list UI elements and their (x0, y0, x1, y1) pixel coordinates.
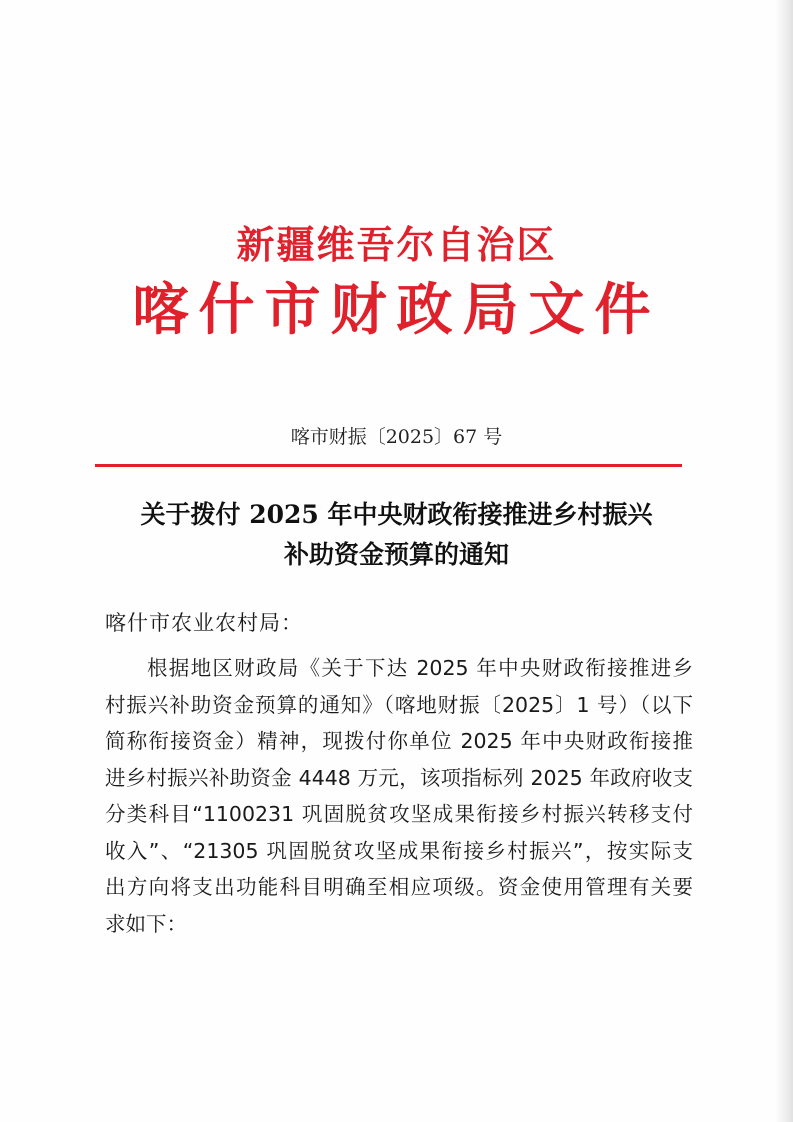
body-line: 出方向将支出功能科目明确至相应项级。资金使用管理有关要 (105, 875, 693, 899)
body-line: 村振兴补助资金预算的通知》（喀地财振〔2025〕1 号）（以下 (105, 692, 693, 717)
addressee: 喀什市农业农村局： (105, 611, 303, 635)
issuer-document-header: 喀什市财政局文件 (132, 277, 661, 343)
body-paragraph (105, 650, 693, 942)
body-line: 根据地区财政局《关于下达 2025 年中央财政衔接推进乡 (147, 656, 693, 680)
document-number: 喀市财振〔2025〕67 号 (290, 426, 503, 448)
body-line: 收入”、“21305 巩固脱贫攻坚成果衔接乡村振兴”，按实际支 (105, 838, 693, 863)
title-line-1: 关于拨付 2025 年中央财政衔接推进乡村振兴 (140, 500, 653, 529)
title-line-2: 补助资金预算的通知 (283, 540, 509, 569)
body-line: 求如下： (105, 911, 187, 936)
document-title (0, 495, 793, 575)
issuer-region: 新疆维吾尔自治区 (236, 222, 557, 267)
red-divider-rule (95, 464, 682, 467)
body-line: 进乡村振兴补助资金 4448 万元，该项指标列 2025 年政府收支 (105, 765, 693, 790)
body-line: 分类科目“1100231 巩固脱贫攻坚成果衔接乡村振兴转移支付 (105, 802, 693, 826)
body-line: 简称衔接资金）精神，现拨付你单位 2025 年中央财政衔接推 (105, 729, 693, 753)
